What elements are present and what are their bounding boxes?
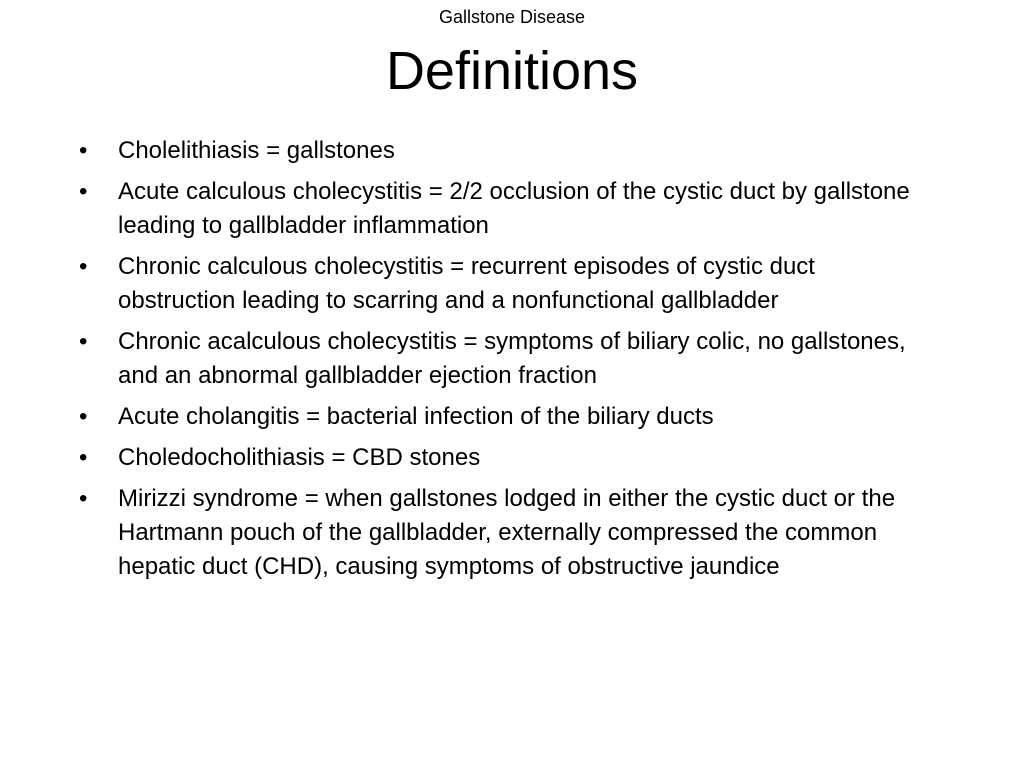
bullet-item-chronic-calculous-cholecystitis [0, 250, 1024, 318]
bullet-item-chronic-acalculous-cholecystitis [0, 325, 1024, 393]
bullet-text: Cholelithiasis = gallstones [118, 137, 395, 164]
bullet-icon: • [79, 485, 88, 512]
bullet-text: Acute calculous cholecystitis = 2/2 occlusion of the cystic duct by gallstone leading to gallbladder inflammation [118, 178, 910, 239]
bullet-text: Chronic calculous cholecystitis = recurrent episodes of cystic duct obstruction leading to scarring and a nonfunctional gallbladder [118, 253, 815, 314]
bullet-icon: • [79, 253, 88, 280]
bullet-text: Acute cholangitis = bacterial infection of the biliary ducts [118, 403, 714, 430]
bullet-text: Choledocholithiasis = CBD stones [118, 444, 481, 471]
bullet-icon: • [79, 178, 88, 205]
bullet-icon: • [79, 328, 88, 355]
bullet-item-acute-cholangitis [0, 400, 1024, 434]
bullet-item-mirizzi-syndrome [0, 482, 1024, 584]
header-title: Gallstone Disease [438, 7, 586, 27]
bullet-icon: • [79, 403, 88, 430]
bullet-item-acute-calculous-cholecystitis [0, 175, 1024, 243]
bullet-item-cholelithiasis [0, 134, 1024, 168]
bullet-icon: • [79, 444, 88, 471]
bullet-icon: • [79, 137, 88, 164]
bullet-list [0, 134, 1024, 591]
bullet-item-choledocholithiasis [0, 441, 1024, 475]
bullet-text: Mirizzi syndrome = when gallstones lodged in either the cystic duct or the Hartmann pouch of the gallbladder, externally compressed the common hepatic duct (CHD), causing symptoms of obstructive jaundice [118, 485, 896, 580]
bullet-text: Chronic acalculous cholecystitis = symptoms of biliary colic, no gallstones, and an abnormal gallbladder ejection fraction [118, 328, 906, 389]
slide-title: Definitions [385, 41, 639, 101]
